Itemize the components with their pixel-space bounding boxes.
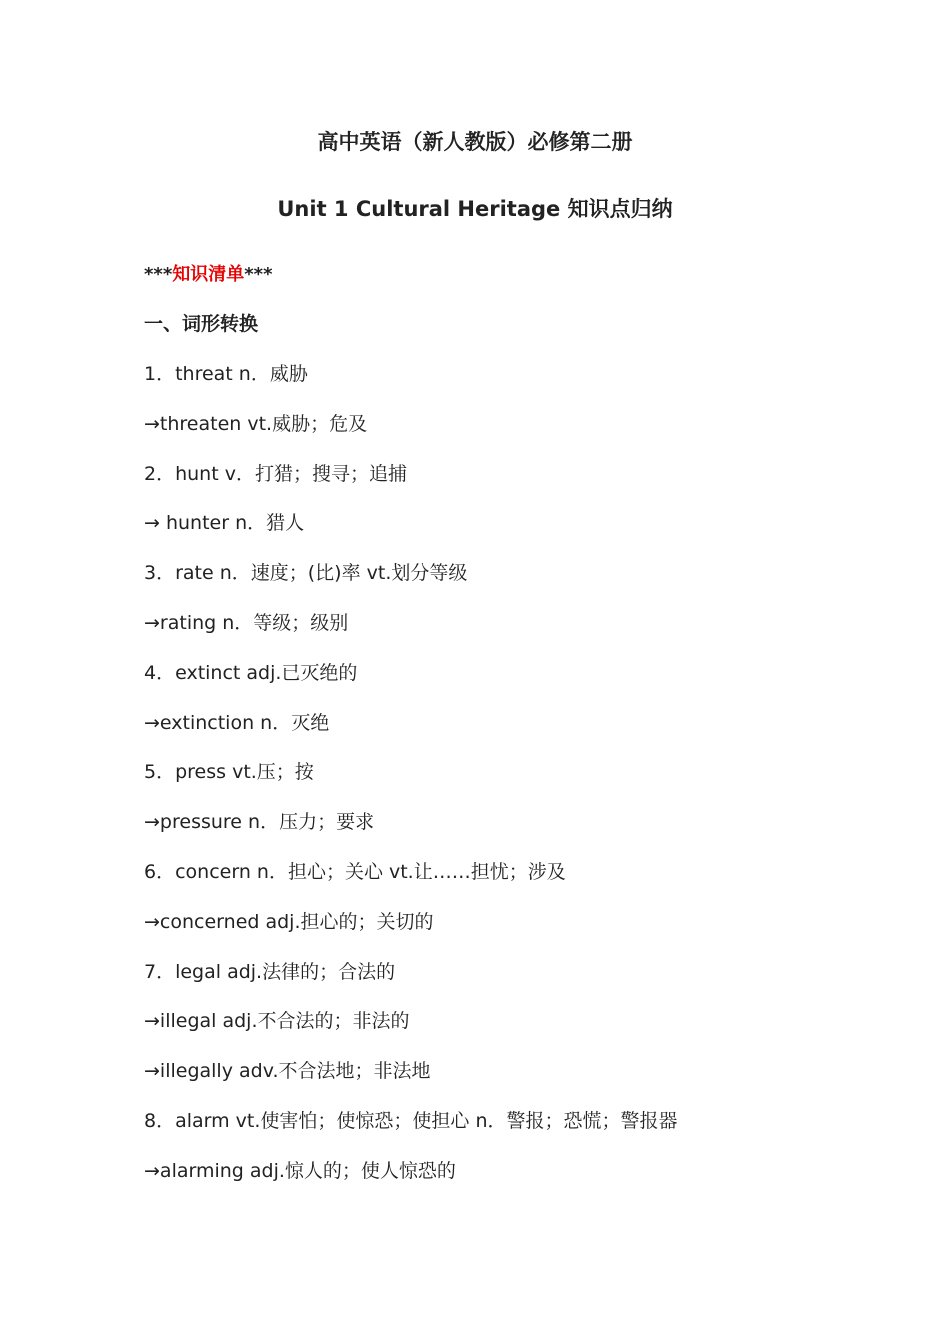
list-item: →alarming adj.惊人的；使人惊恐的 bbox=[144, 1159, 456, 1182]
list-item: → hunter n．猎人 bbox=[144, 512, 305, 535]
list-item: 1．threat n．威胁 bbox=[144, 363, 308, 385]
list-item: →threaten vt.威胁；危及 bbox=[144, 412, 368, 435]
section-heading: 一、词形转换 bbox=[144, 313, 259, 335]
knowledge-list-marker bbox=[144, 262, 273, 288]
document-title: 高中英语（新人教版）必修第二册 bbox=[317, 130, 633, 154]
list-item: →pressure n．压力；要求 bbox=[144, 811, 375, 834]
list-item: →extinction n．灭绝 bbox=[144, 711, 330, 734]
list-item: 4．extinct adj.已灭绝的 bbox=[144, 661, 358, 684]
list-item: 8．alarm vt.使害怕；使惊恐；使担心 n．警报；恐慌；警报器 bbox=[144, 1109, 678, 1132]
list-item: →concerned adj.担心的；关切的 bbox=[144, 910, 434, 933]
list-item: →illegally adv.不合法地；非法地 bbox=[144, 1060, 431, 1083]
list-item: →rating n．等级；级别 bbox=[144, 611, 349, 634]
document-subtitle: Unit 1 Cultural Heritage 知识点归纳 bbox=[277, 197, 673, 221]
list-item: 7．legal adj.法律的；合法的 bbox=[144, 960, 396, 983]
marker-prefix: *** bbox=[144, 264, 173, 285]
list-item: →illegal adj.不合法的；非法的 bbox=[144, 1010, 410, 1033]
list-item: 5．press vt.压；按 bbox=[144, 761, 314, 784]
list-item: 3．rate n．速度；(比)率 vt.划分等级 bbox=[144, 562, 468, 585]
marker-label: 知识清单 bbox=[172, 264, 245, 285]
marker-suffix: *** bbox=[244, 264, 273, 285]
list-item: 2．hunt v．打猎；搜寻；追捕 bbox=[144, 462, 407, 485]
list-item: 6．concern n．担心；关心 vt.让……担忧；涉及 bbox=[144, 860, 566, 883]
word-form-list bbox=[144, 360, 904, 1207]
